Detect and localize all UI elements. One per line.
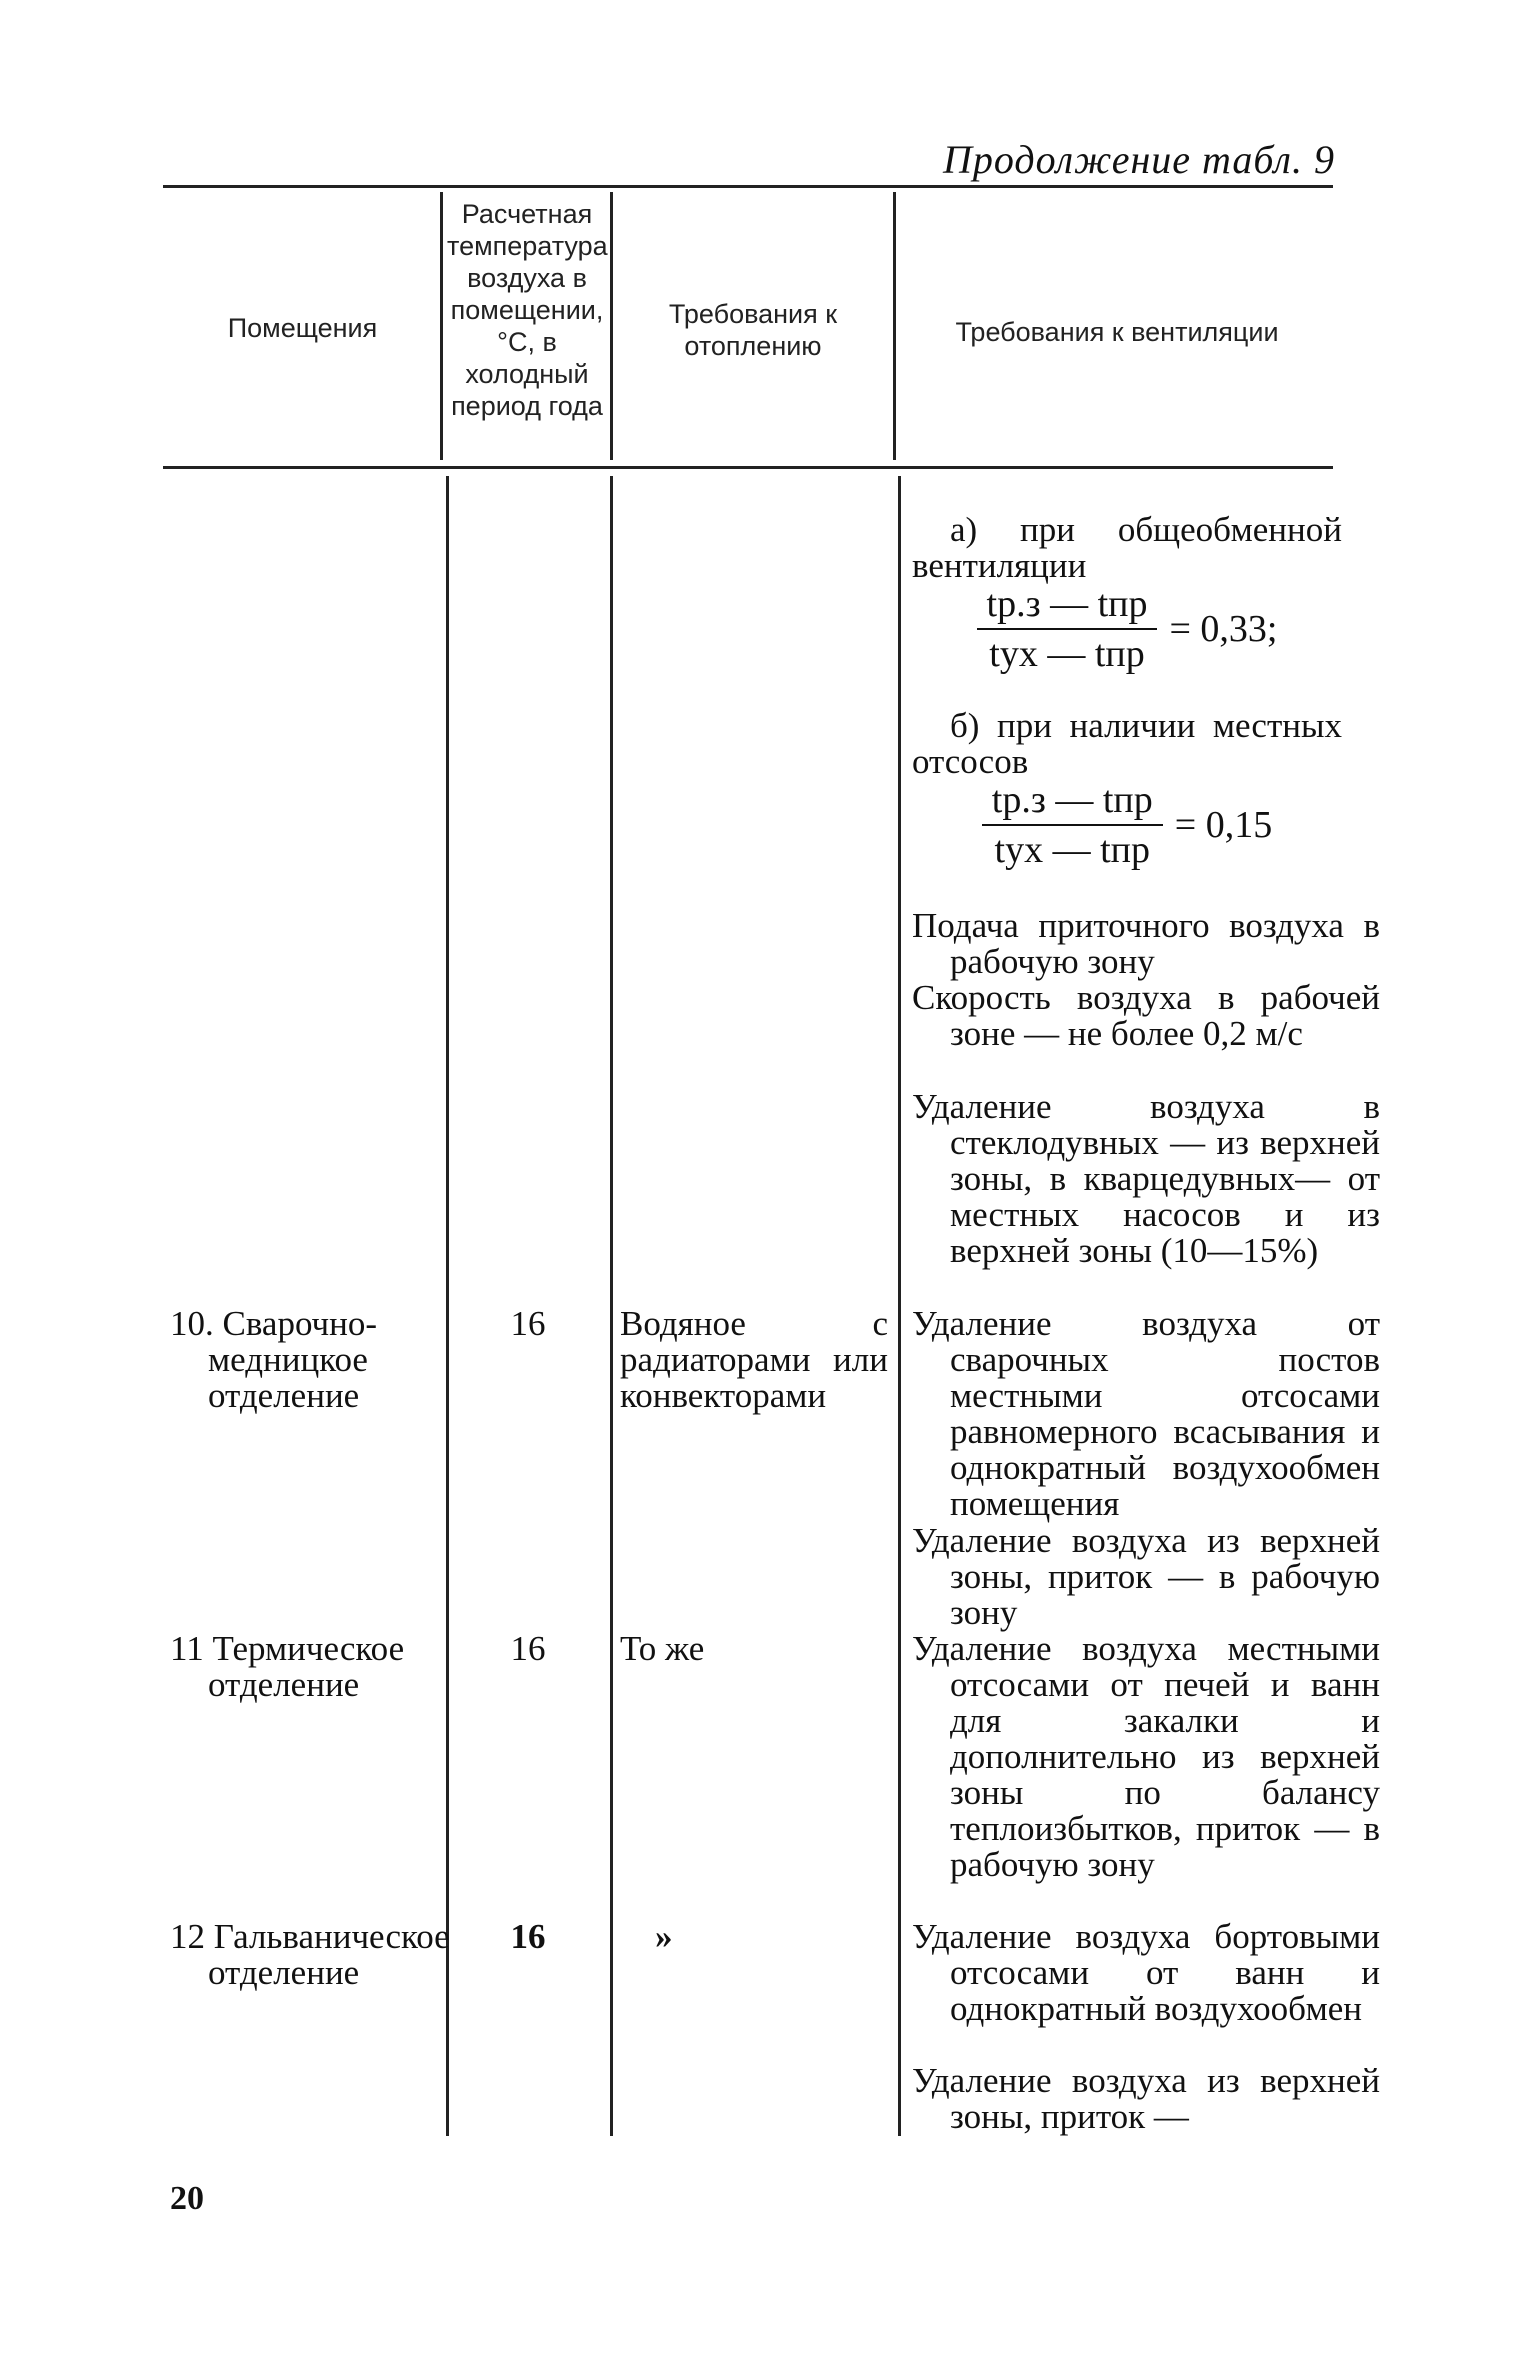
formula-2 [912, 780, 1342, 870]
page-number: 20 [170, 2180, 204, 2217]
room-thermal: 11 Термическое отделение [170, 1629, 405, 1704]
formula-block-1 [912, 512, 1342, 674]
col-divider-3 [898, 476, 901, 2136]
vent-item-upper-zone-1: Удаление воздуха из верхней зоны, приток — в рабочую зону [912, 1521, 1380, 1632]
vent-item-glassblowing: Удаление воздуха в стеклодувных — из верхней зоны, в кварцедувных— от местных насосов и из верхней зоны (10—15%) [912, 1087, 1380, 1270]
temp-galvanic: 16 [510, 1917, 546, 1956]
formula-2-numerator: tр.з — tпр [982, 780, 1163, 826]
vent-item-supply-air: Подача приточного воздуха в рабочую зону [912, 906, 1380, 981]
continuation-caption: Продолжение табл. 9 [942, 137, 1335, 182]
col-divider-2 [610, 476, 613, 2136]
table-top-rule [163, 185, 1333, 188]
heating-welding: Водяное с радиаторами или конвекторами [620, 1304, 888, 1415]
col-divider-2-head [610, 192, 613, 460]
formula-1 [912, 584, 1342, 674]
col-divider-1-head [440, 192, 443, 460]
header-bottom-rule [163, 466, 1333, 469]
formula-1-caption: а) при общеобменной вентиляции [912, 510, 1342, 585]
room-galvanic: 12 Гальваническое отделение [170, 1917, 450, 1992]
vent-item-welding-exhaust: Удаление воздуха от сварочных постов местными отсосами равномерного всасывания и однократный воздухообмен помещения [912, 1304, 1380, 1523]
formula-2-value: = 0,15 [1174, 804, 1273, 846]
heating-thermal: То же [620, 1629, 705, 1668]
formula-block-2 [912, 708, 1342, 870]
col-header-rooms: Помещения [227, 313, 378, 343]
col-divider-3-head [893, 192, 896, 460]
temp-thermal: 16 [510, 1629, 546, 1668]
heating-galvanic-ditto: » [655, 1917, 673, 1956]
formula-1-numerator: tр.з — tпр [977, 584, 1158, 630]
formula-1-value: = 0,33; [1169, 608, 1278, 650]
vent-item-upper-zone-2: Удаление воздуха из верхней зоны, приток — [912, 2061, 1380, 2136]
room-welding: 10. Сварочно-медницкое отделение [170, 1304, 378, 1415]
col-header-temperature: Расчетная температура воздуха в помещении, °С, в холодный период года [447, 199, 608, 421]
formula-2-caption: б) при наличии местных отсосов [912, 706, 1342, 781]
col-header-heating: Требования к отоплению [668, 299, 838, 361]
col-header-ventilation: Требования к вентиляции [955, 317, 1279, 347]
vent-item-thermal-exhaust: Удаление воздуха местными отсосами от печей и ванн для закалки и дополнительно из верхней зоны по балансу теплоизбытков, приток — в рабочую зону [912, 1629, 1380, 1884]
vent-item-galvanic-exhaust: Удаление воздуха бортовыми отсосами от ванн и однократный воздухообмен [912, 1917, 1380, 2028]
vent-item-air-speed: Скорость воздуха в рабочей зоне — не более 0,2 м/с [912, 978, 1380, 1053]
formula-2-denominator: tух — tпр [994, 829, 1150, 871]
temp-welding: 16 [510, 1304, 546, 1343]
formula-1-denominator: tух — tпр [989, 633, 1145, 675]
